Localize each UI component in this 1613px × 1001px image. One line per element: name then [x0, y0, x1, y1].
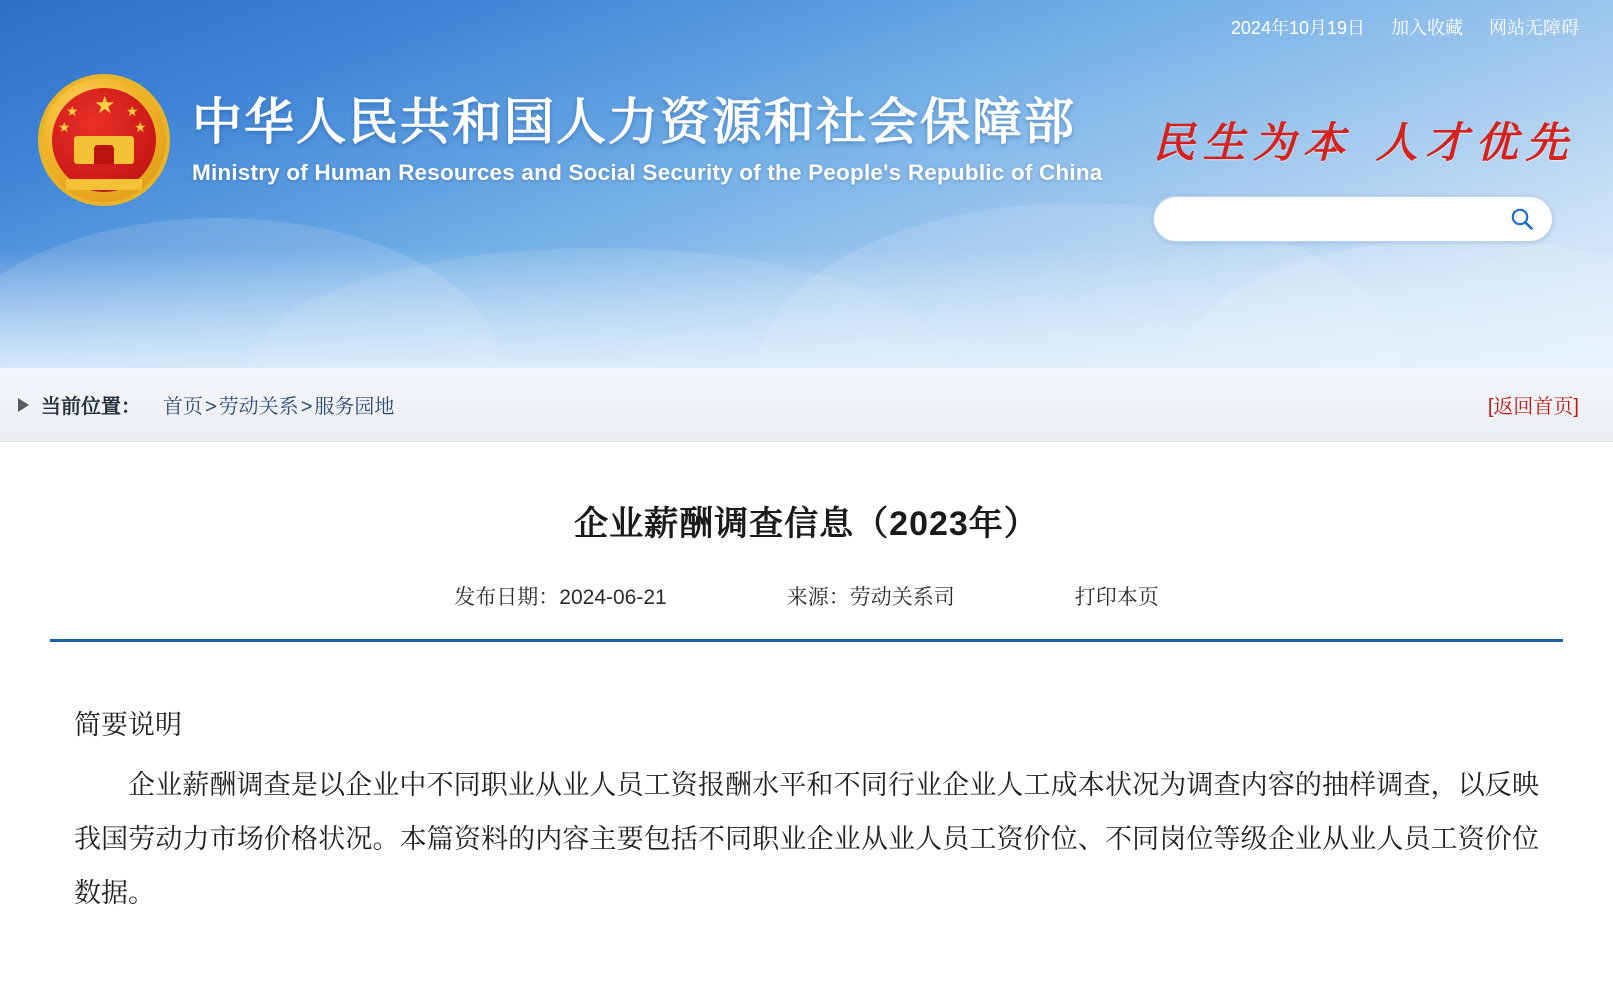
breadcrumb-separator: > [205, 396, 217, 418]
publish-date-value: 2024-06-21 [559, 586, 667, 609]
site-title-en: Ministry of Human Resources and Social Security of the People's Republic of China [192, 159, 1103, 185]
breadcrumb-item-labor-relations[interactable]: 劳动关系 [218, 396, 299, 418]
site-slogan: 民生为本 人才优先 [1153, 118, 1576, 167]
breadcrumb-separator: > [300, 396, 313, 418]
breadcrumb-path [163, 390, 394, 419]
breadcrumb [0, 368, 1613, 442]
add-favorite-link[interactable]: 加入收藏 [1391, 18, 1463, 38]
site-titles [192, 94, 1102, 186]
article-container [0, 442, 1613, 920]
top-utility-bar [0, 0, 1613, 54]
breadcrumb-item-service-garden[interactable]: 服务园地 [314, 396, 395, 418]
section-heading: 简要说明 [74, 710, 182, 740]
header-right-block [1153, 110, 1576, 242]
search-icon[interactable] [1506, 203, 1538, 235]
search-box[interactable] [1153, 196, 1553, 242]
current-date: 2024年10月19日 [1230, 18, 1365, 38]
publish-date [454, 581, 666, 611]
breadcrumb-label: 当前位置： [41, 396, 141, 418]
breadcrumb-item-home[interactable]: 首页 [163, 396, 203, 418]
decorative-haze [0, 248, 1613, 368]
site-header-banner [0, 0, 1613, 368]
article-body [50, 698, 1563, 920]
article-paragraph: 企业薪酬调查是以企业中不同职业从业人员工资报酬水平和不同行业企业人工成本状况为调查内容的抽样调查，以反映我国劳动力市场价格状况。本篇资料的内容主要包括不同职业企业从业人员工资价位、不同岗位等级企业从业人员工资价位数据。 [74, 770, 1539, 908]
article-source [787, 581, 955, 611]
site-title-cn: 中华人民共和国人力资源和社会保障部 [192, 94, 1076, 151]
print-page-button[interactable]: 打印本页 [1074, 586, 1159, 609]
source-value: 劳动关系司 [849, 586, 955, 609]
triangle-right-icon [18, 398, 29, 412]
national-emblem-icon: ★ ★ ★ ★ ★ [38, 74, 170, 206]
article-meta [50, 581, 1563, 611]
accessibility-link[interactable]: 网站无障碍 [1489, 18, 1579, 38]
back-to-home-link[interactable]: [返回首页] [1487, 396, 1579, 418]
source-label: 来源： [786, 586, 850, 609]
title-divider [50, 639, 1563, 642]
page-title: 企业薪酬调查信息（2023年） [574, 505, 1039, 543]
search-input[interactable] [1174, 209, 1506, 229]
publish-date-label: 发布日期： [454, 586, 560, 609]
